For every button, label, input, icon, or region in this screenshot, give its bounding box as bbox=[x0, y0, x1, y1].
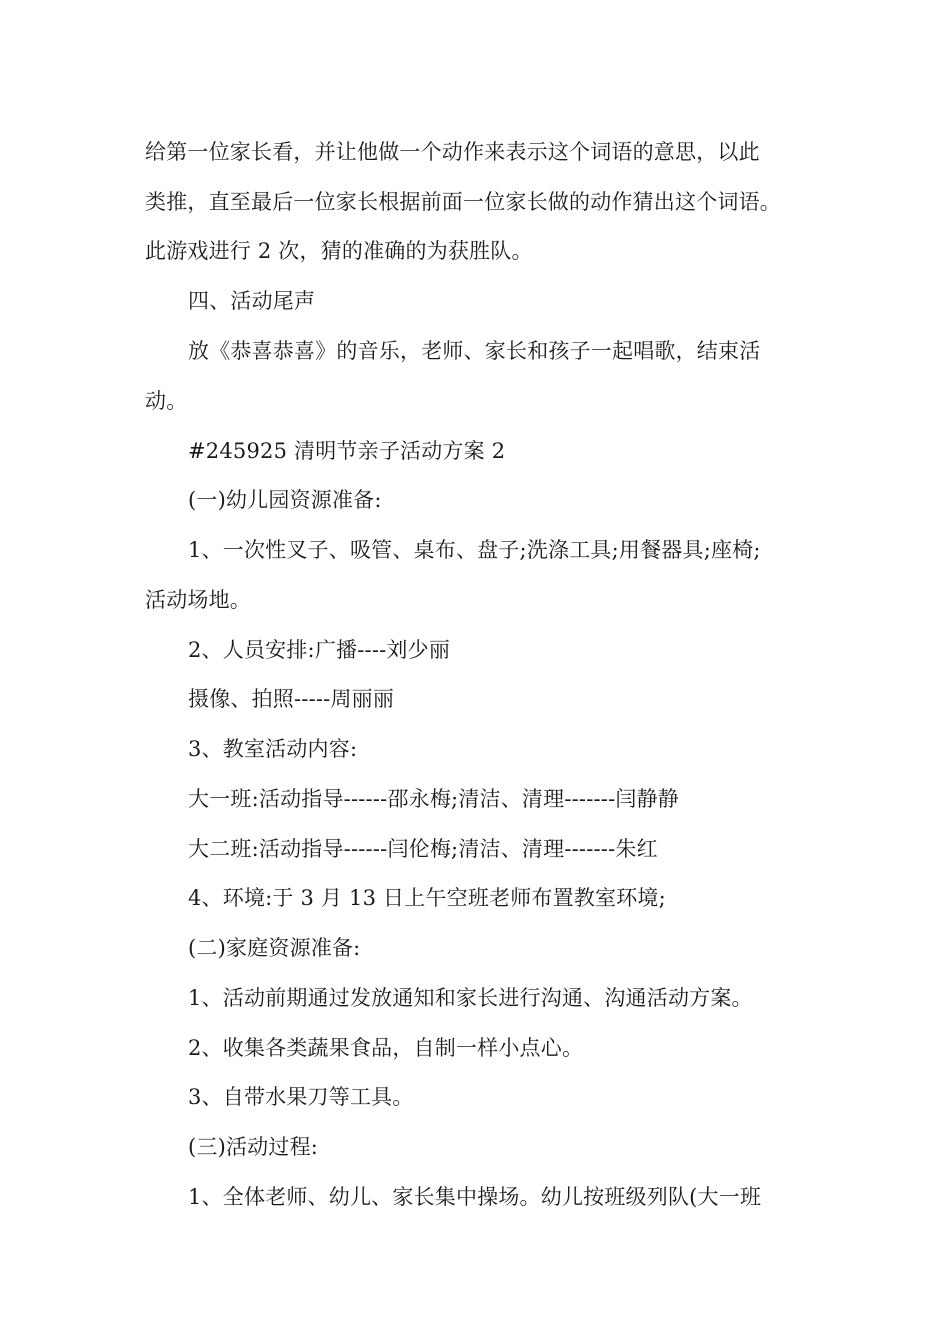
text-line: 3、自带水果刀等工具。 bbox=[188, 1085, 414, 1109]
section-heading: 四、活动尾声 bbox=[188, 289, 316, 313]
section-heading: (一)幼儿园资源准备: bbox=[188, 488, 382, 512]
section-heading: (二)家庭资源准备: bbox=[188, 936, 361, 960]
text-line: 4、环境:于 3 月 13 日上午空班老师布置教室环境; bbox=[188, 886, 666, 910]
text-line: 1、全体老师、幼儿、家长集中操场。幼儿按班级列队(大一班 bbox=[188, 1185, 762, 1209]
text-line: 大二班:活动指导------闫伦梅;清洁、清理-------朱红 bbox=[188, 837, 658, 861]
text-line: 大一班:活动指导------邵永梅;清洁、清理-------闫静静 bbox=[188, 787, 679, 811]
text-line: 动。 bbox=[145, 389, 188, 413]
text-line: 给第一位家长看，并让他做一个动作来表示这个词语的意思，以此 bbox=[145, 140, 760, 164]
text-line: 1、一次性叉子、吸管、桌布、盘子;洗涤工具;用餐器具;座椅; bbox=[188, 538, 761, 562]
section-heading: #245925 清明节亲子活动方案 2 bbox=[188, 439, 506, 463]
text-line: 1、活动前期通过发放通知和家长进行沟通、沟通活动方案。 bbox=[188, 986, 753, 1010]
text-line: 3、教室活动内容: bbox=[188, 737, 358, 761]
text-line: 2、收集各类蔬果食品，自制一样小点心。 bbox=[188, 1036, 584, 1060]
text-line: 此游戏进行 2 次，猜的准确的为获胜队。 bbox=[145, 239, 533, 263]
text-line: 放《恭喜恭喜》的音乐，老师、家长和孩子一起唱歌，结束活 bbox=[188, 339, 761, 363]
section-heading: (三)活动过程: bbox=[188, 1135, 319, 1159]
text-line: 摄像、拍照-----周丽丽 bbox=[188, 687, 395, 711]
text-line: 类推，直至最后一位家长根据前面一位家长做的动作猜出这个词语。 bbox=[145, 190, 781, 214]
text-line: 2、人员安排:广播----刘少丽 bbox=[188, 638, 451, 662]
text-line: 活动场地。 bbox=[145, 588, 251, 612]
